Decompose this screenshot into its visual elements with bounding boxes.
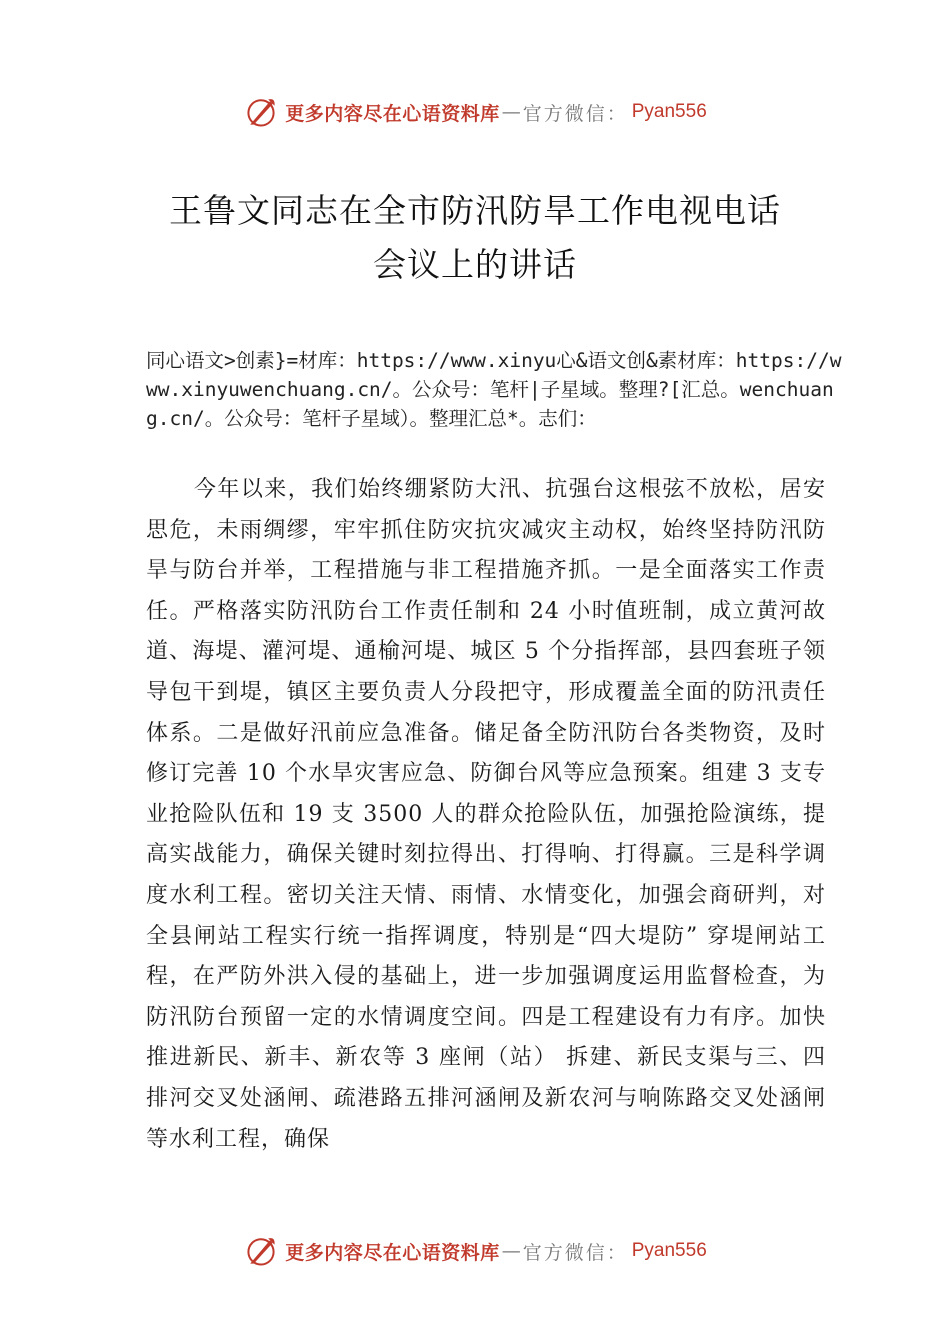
- banner-dash: —: [501, 101, 521, 123]
- quill-logo-icon: [243, 1233, 279, 1269]
- body-paragraph: 今年以来，我们始终绷紧防大汛、抗强台这根弦不放松，居安思危，未雨绸缪，牢牢抓住防灾抗灾减灾主动权，始终坚持防汛防旱与防台并举，工程措施与非工程措施齐抓。一是全面落实工作责任。严格落实防汛防台工作责任制和 24 小时值班制，成立黄河故道、海堤、灌河堤、通榆河堤、城区 5 个分指挥部，县四套班子领导包干到堤，镇区主要负责人分段把守，形成覆盖全面的防汛责任体系。二是做好汛前应急准备。储足备全防汛防台各类物资，及时修订完善 10 个水旱灾害应急、防御台风等应急预案。组建 3 支专业抢险队伍和 19 支 3500 人的群众抢险队伍，加强抢险演练，提高实战能力，确保关键时刻拉得出、打得响、打得赢。三是科学调度水利工程。密切关注天情、雨情、水情变化，加强会商研判，对全县闸站工程实行统一指挥调度，特别是“四大堤防” 穿堤闸站工程，在严防外洪入侵的基础上，进一步加强调度运用监督检查，为防汛防台预留一定的水情调度空间。四是工程建设有力有序。加快推进新民、新丰、新农等 3 座闸（站） 拆建、新民支渠与三、四排河交叉处涵闸、疏港路五排河涵闸及新农河与响陈路交叉处涵闸等水利工程，确保: [146, 477, 826, 1152]
- title-line-1: 王鲁文同志在全市防汛防旱工作电视电话: [169, 191, 781, 230]
- banner-text: 更多内容尽在心语资料库: [285, 102, 500, 125]
- page-title: [100, 184, 850, 292]
- header-watermark-banner: [0, 92, 950, 132]
- banner-wechat-id: Pyan556: [631, 101, 707, 122]
- banner-dash: —: [501, 1240, 521, 1262]
- banner-wechat-id: Pyan556: [631, 1240, 707, 1261]
- title-line-2: 会议上的讲话: [373, 245, 577, 284]
- banner-text: 更多内容尽在心语资料库: [285, 1241, 500, 1264]
- source-note: 同心语文>创素}=材库：https://www.xinyu心&语文创&素材库：https://www.xinyuwenchuang.cn/。公众号：笔杆|子星域。整理?[汇总。wenchuang.cn/。公众号：笔杆子星域）。整理汇总*。志们：: [146, 349, 842, 430]
- banner-official-label: 官方微信：: [522, 102, 628, 125]
- banner-official-label: 官方微信：: [522, 1241, 628, 1264]
- footer-watermark-banner: [0, 1231, 950, 1271]
- quill-logo-icon: [243, 94, 279, 130]
